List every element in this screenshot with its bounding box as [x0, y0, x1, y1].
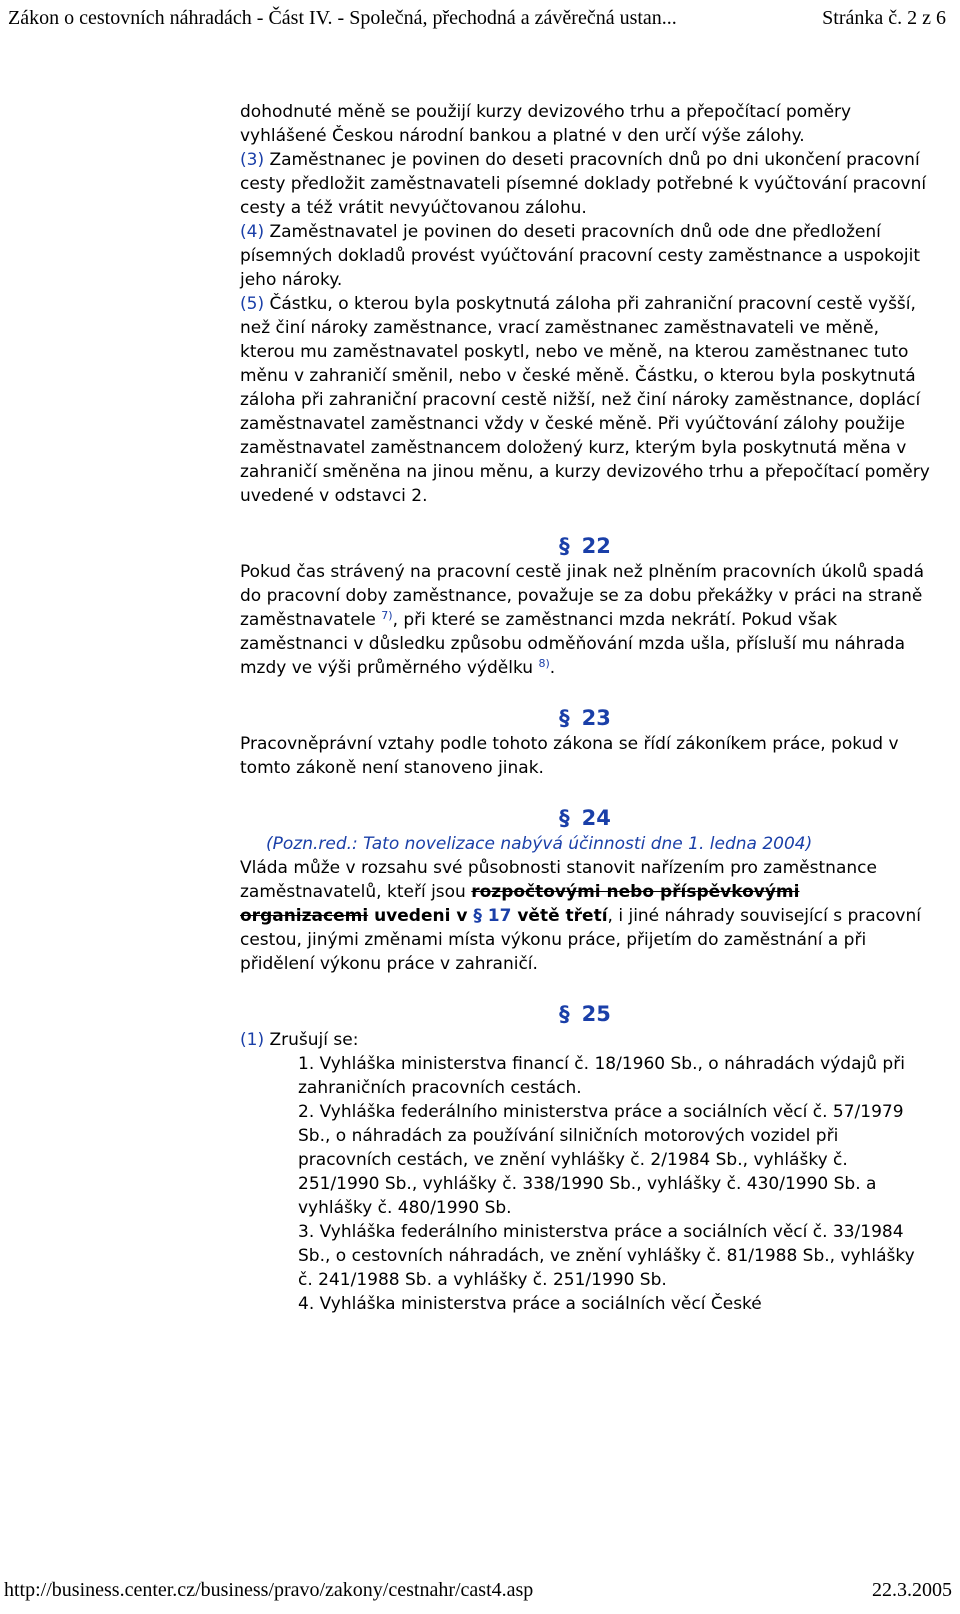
section-number: 25 [581, 1002, 611, 1026]
print-date: 22.3.2005 [872, 1579, 952, 1601]
text-part: Vláda může v rozsahu své působnosti stanovit nařízením pro zaměstnance zaměstnavatelů, kteří jsou [240, 858, 877, 902]
list-item: 3. Vyhláška federálního ministerstva práce a sociálních věcí č. 33/1984 Sb., o cestovních náhradách, ve znění vyhlášky č. 81/1988 Sb., vyhlášky č. 241/1988 Sb. a vyhlášky č. 251/1990 Sb. [298, 1222, 915, 1290]
section-symbol: § [559, 806, 570, 830]
list-item: 2. Vyhláška federálního ministerstva práce a sociálních věcí č. 57/1979 Sb., o náhradách za používání silničních motorových vozidel při pracovních cestách, ve znění vyhlášky č. 2/1984 Sb., vyhlášky č. 251/1990 Sb., vyhlášky č. 338/1990 Sb., vyhlášky č. 430/1990 Sb. a vyhlášky č. 480/1990 Sb. [298, 1102, 904, 1218]
paragraph-text: Zaměstnanec je povinen do deseti pracovních dnů po dni ukončení pracovní cesty předložit zaměstnavateli písemné doklady potřebné k vyúčtování pracovní cesty a též vrátit nevyúčtovanou zálohu. [240, 150, 927, 218]
paragraph-number: (5) [240, 294, 265, 314]
section-link[interactable]: § 17 [473, 906, 512, 926]
section-heading-23 [240, 704, 930, 732]
footnote-ref[interactable]: 7) [381, 609, 393, 622]
paragraph-text: Zrušují se: [264, 1030, 359, 1050]
section-number: 24 [581, 806, 611, 830]
page-number: Stránka č. 2 z 6 [822, 7, 946, 29]
text-part: , při které se zaměstnanci mzda nekrátí. Pokud však zaměstnanci v důsledku způsobu odměňování mzda ušla, přísluší mu náhrada mzdy ve výši průměrného výdělku [240, 610, 906, 678]
section-symbol: § [559, 1002, 570, 1026]
source-url: http://business.center.cz/business/pravo/zakony/cestnahr/cast4.asp [4, 1579, 534, 1601]
paragraph-intro: dohodnuté měně se použijí kurzy devizového trhu a přepočítací poměry vyhlášené Českou národní bankou a platné v den určí výše zálohy. [240, 102, 852, 146]
section-23-text: Pracovněprávní vztahy podle tohoto zákona se řídí zákoníkem práce, pokud v tomto zákoně není stanoveno jinak. [240, 734, 899, 778]
paragraph-1 [240, 1028, 930, 1052]
print-header [8, 6, 952, 36]
text-part: Pokud čas strávený na pracovní cestě jinak než plněním pracovních úkolů spadá do pracovní doby zaměstnance, považuje se za dobu překážky v práci na straně zaměstnavatele [240, 562, 925, 630]
text-part: , i jiné náhrady související s pracovní cestou, jinými změnami místa výkonu práce, přijetím do zaměstnání a při přidělení výkonu práce v zahraničí. [240, 906, 921, 974]
section-heading-22 [240, 532, 930, 560]
paragraph-4 [240, 220, 930, 292]
section-24-text [240, 856, 930, 976]
deleted-text: rozpočtovými nebo příspěvkovými organizacemi [240, 882, 800, 926]
document-title: Zákon o cestovních náhradách - Část IV. - Společná, přechodná a závěrečná ustan... [8, 7, 677, 29]
inserted-text: uvedeni v [368, 906, 474, 926]
paragraph-text: Částku, o kterou byla poskytnutá záloha při zahraniční pracovní cestě vyšší, než činí nároky zaměstnance, vrací zaměstnanec zaměstnavateli ve měně, kterou mu zaměstnavatel poskytl, nebo ve měně, na kterou zaměstnanec tuto měnu v zahraničí směnil, nebo v české měně. Částku, o kterou byla poskytnutá záloha při zahraniční pracovní cestě nižší, než činí nároky zaměstnance, doplácí zaměstnavatel zaměstnanci vždy v české měně. Při vyúčtování zálohy použije zaměstnavatel zaměstnancem doložený kurz, kterým byla poskytnutá měna v zahraničí směněna na jinou měnu, a kurzy devizového trhu a přepočítací poměry uvedené v odstavci 2. [240, 294, 930, 506]
paragraph-5 [240, 292, 930, 508]
section-number: 22 [581, 534, 611, 558]
law-text [240, 100, 930, 1316]
paragraph-number: (3) [240, 150, 265, 170]
section-22-text [240, 560, 930, 680]
text-part: . [549, 658, 556, 678]
section-symbol: § [559, 534, 570, 558]
section-heading-24 [240, 804, 930, 832]
footnote-ref[interactable]: 8) [538, 657, 550, 670]
inserted-text: větě třetí [511, 906, 608, 926]
section-heading-25 [240, 1000, 930, 1028]
list-item: 4. Vyhláška ministerstva práce a sociálních věcí České [298, 1294, 762, 1314]
section-number: 23 [581, 706, 611, 730]
paragraph-text: Zaměstnavatel je povinen do deseti pracovních dnů ode dne předložení písemných dokladů provést vyúčtování pracovní cesty zaměstnance a uspokojit jeho nároky. [240, 222, 920, 290]
print-footer [4, 1578, 956, 1608]
paragraph-number: (4) [240, 222, 265, 242]
section-symbol: § [559, 706, 570, 730]
editorial-note: (Pozn.red.: Tato novelizace nabývá účinnosti dne 1. ledna 2004) [266, 834, 813, 854]
paragraph-number: (1) [240, 1030, 265, 1050]
repealed-list [240, 1052, 930, 1316]
list-item: 1. Vyhláška ministerstva financí č. 18/1960 Sb., o náhradách výdajů při zahraničních pracovních cestách. [298, 1054, 905, 1098]
paragraph-3 [240, 148, 930, 220]
